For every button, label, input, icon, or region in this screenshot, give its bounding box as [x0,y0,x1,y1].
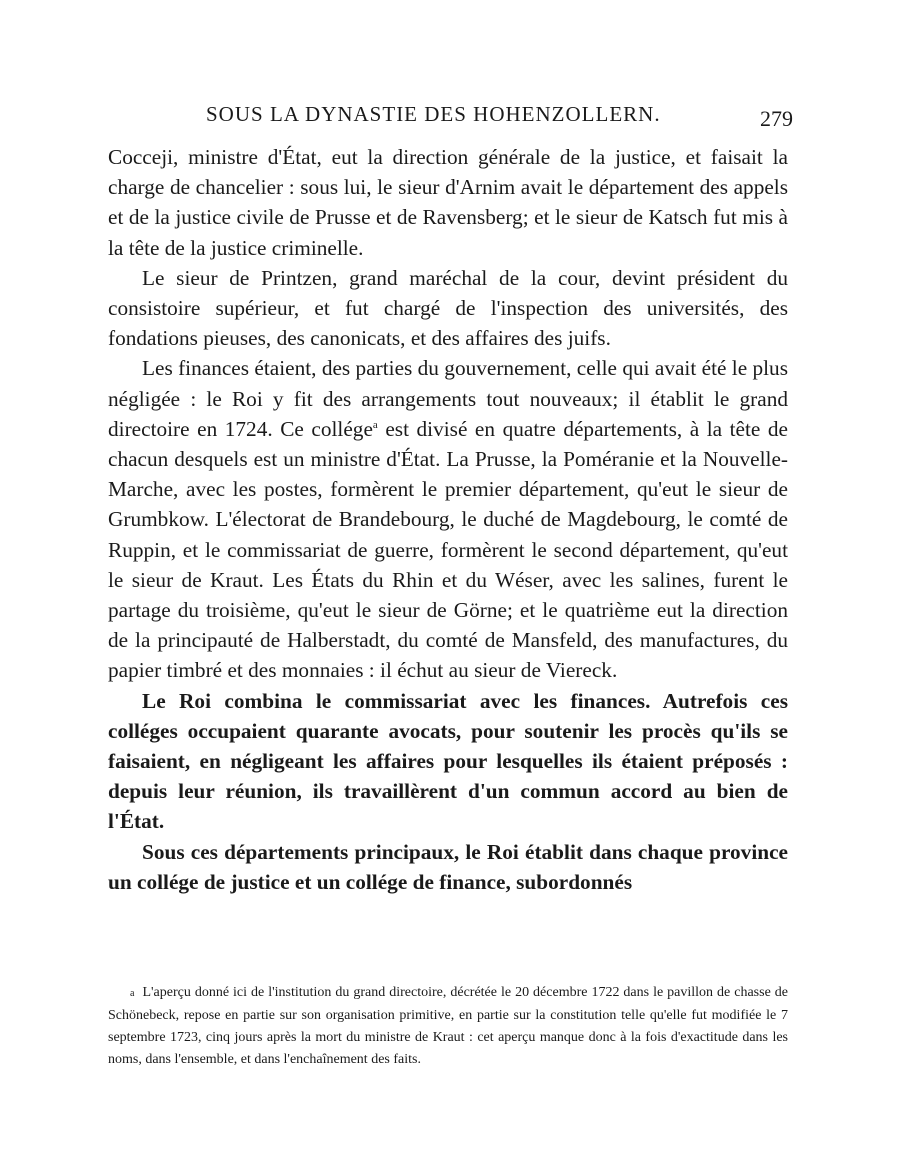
footnote-marker: a [372,418,378,431]
paragraph-finances [108,353,788,685]
paragraph-printzen: Le sieur de Printzen, grand maréchal de la cour, devint président du consistoire supérieur, et fut chargé de l'inspection des universités, des fondations pieuses, des canonicats, et des affaires des juifs. [108,265,788,351]
running-title: SOUS LA DYNASTIE DES HOHENZOLLERN. [206,102,661,126]
page-number: 279 [760,106,793,131]
paragraph-departements: Sous ces départements principaux, le Roi établit dans chaque province un collége de justice et un collége de finance, subordonnés [108,839,788,894]
page-header [108,102,793,136]
body-text [108,142,788,897]
footnote-paragraph [108,982,788,1071]
footnote-label: a [130,988,135,999]
paragraph-finances-part1: Les finances étaient, des parties du gouvernement, celle qui avait été le plus négligée : le Roi y fit des arrangements tout nouveaux; il établit le grand directoire en 1724. Ce collége [108,356,788,441]
footnote-text: L'aperçu donné ici de l'institution du grand directoire, décrétée le 20 décembre 1722 dans le pavillon de chasse de Schönebeck, repose en partie sur son organisation primitive, en partie sur la constitution telle qu'elle fut modifiée le 7 septembre 1723, cinq jours après la mort du ministre de Kraut : cet aperçu manque donc à la fois d'exactitude dans les noms, dans l'ensemble, et dans l'enchaînement des faits. [108,985,788,1067]
paragraph-finances-part2: est divisé en quatre départements, à la tête de chacun desquels est un ministre d'État. La Prusse, la Poméranie et la Nouvelle-Marche, avec les postes, formèrent le premier département, qu'eut le sieur de Grumbkow. L'électorat de Brandebourg, le duché de Magdebourg, le comté de Ruppin, et le commissariat de guerre, formèrent le second département, qu'eut le sieur de Kraut. Les États du Rhin et du Wéser, avec les salines, furent le partage du troisième, qu'eut le sieur de Görne; et le quatrième eut la direction de la principauté de Halberstadt, du comté de Mansfeld, des manufactures, du papier timbré et des monnaies : il échut au sieur de Viereck. [108,416,788,683]
footnote [108,982,788,1071]
paragraph-cocceji: Cocceji, ministre d'État, eut la direction générale de la justice, et faisait la charge de chancelier : sous lui, le sieur d'Arnim avait le département des appels et de la justice civile de Prusse et de Ravensberg; et le sieur de Katsch fut mis à la tête de la justice criminelle. [108,145,788,260]
paragraph-commissariat: Le Roi combina le commissariat avec les finances. Autrefois ces colléges occupaient quarante avocats, pour soutenir les procès qu'ils se faisaient, en négligeant les affaires pour lesquelles ils étaient préposés : depuis leur réunion, ils travaillèrent d'un commun accord au bien de l'État. [108,688,788,834]
